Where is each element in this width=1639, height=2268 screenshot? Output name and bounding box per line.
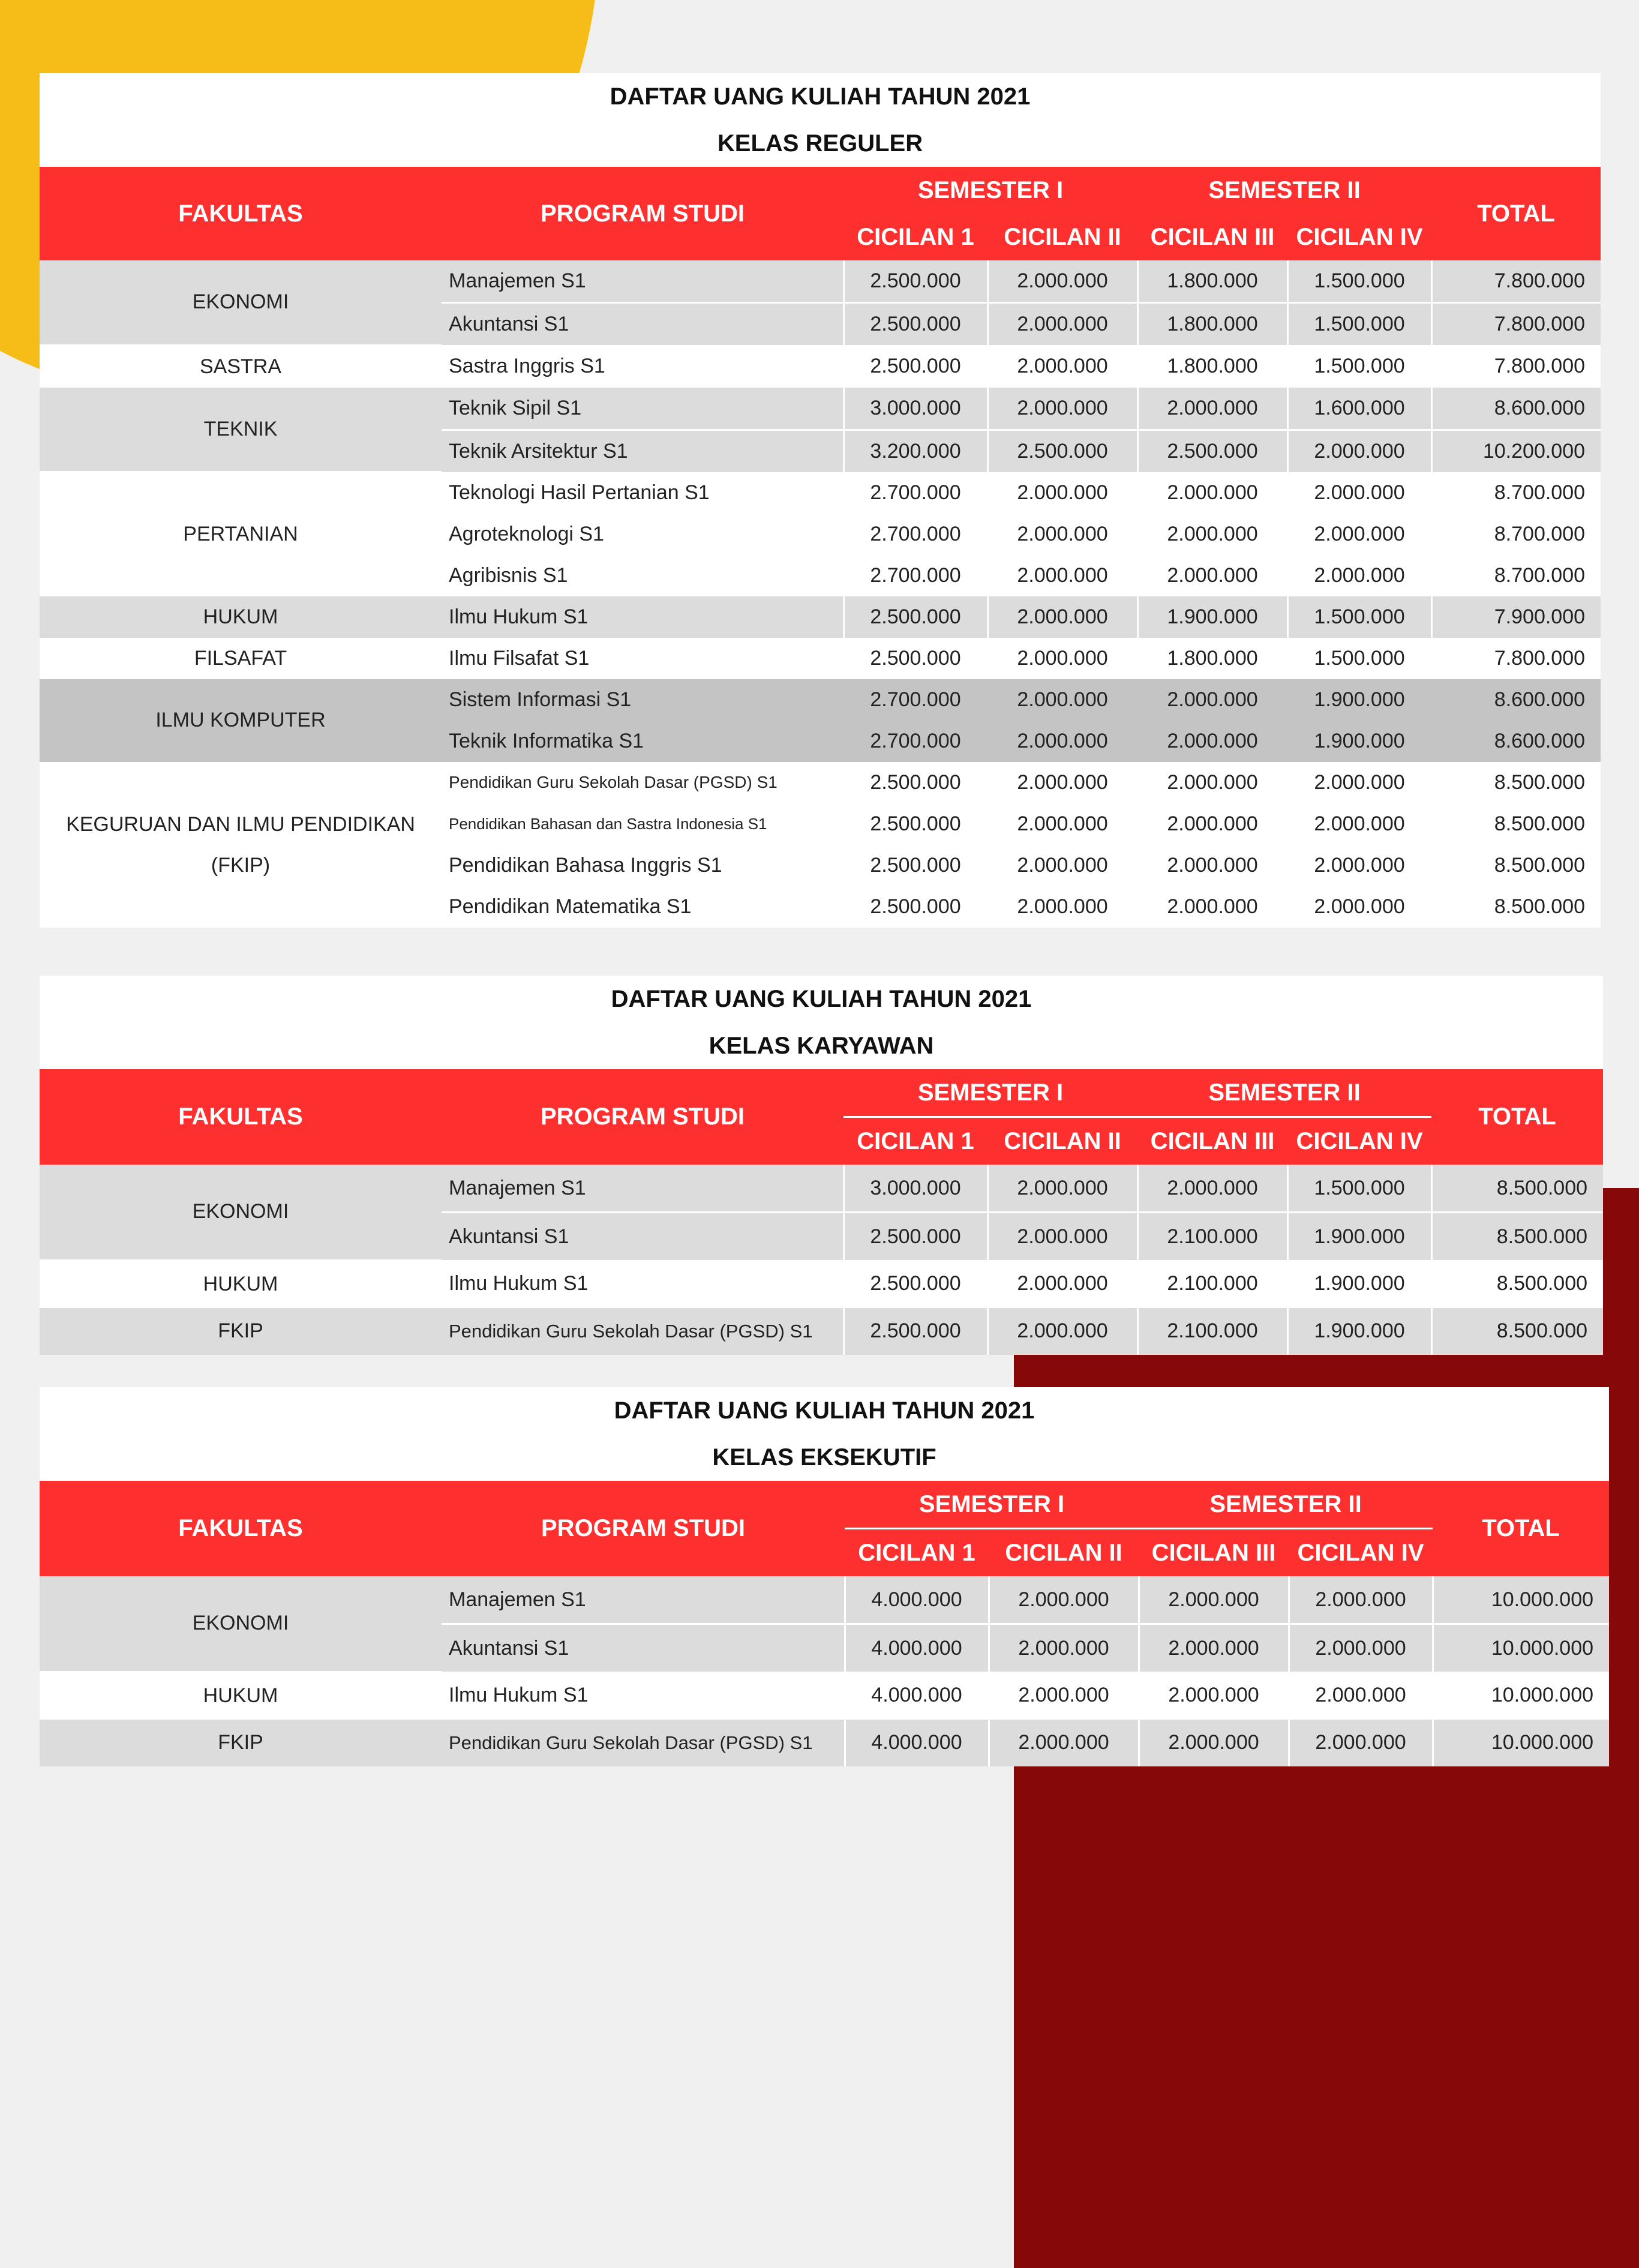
table-row bbox=[40, 345, 1601, 388]
cicilan-4-cell: 1.500.000 bbox=[1287, 1165, 1431, 1213]
cicilan-1-cell: 2.500.000 bbox=[843, 1308, 987, 1355]
header-semester-2: SEMESTER II bbox=[1137, 1069, 1431, 1117]
header-cicilan-4: CICILAN IV bbox=[1287, 1117, 1431, 1165]
cicilan-4-cell: 1.500.000 bbox=[1287, 638, 1431, 679]
cicilan-1-cell: 3.000.000 bbox=[843, 1165, 987, 1213]
table-card-eksekutif bbox=[40, 1387, 1609, 1760]
header-fakultas: FAKULTAS bbox=[40, 1481, 442, 1576]
table-row bbox=[40, 388, 1601, 430]
header-program: PROGRAM STUDI bbox=[442, 1481, 845, 1576]
cicilan-2-cell: 2.000.000 bbox=[987, 388, 1137, 430]
cicilan-4-cell: 1.500.000 bbox=[1287, 345, 1431, 388]
header-total: TOTAL bbox=[1431, 1069, 1603, 1165]
header-cicilan-2: CICILAN II bbox=[987, 1117, 1137, 1165]
program-cell: Manajemen S1 bbox=[442, 1576, 845, 1624]
cicilan-1-cell: 2.500.000 bbox=[843, 762, 987, 803]
table-row bbox=[40, 1672, 1609, 1720]
cicilan-4-cell: 1.900.000 bbox=[1287, 1308, 1431, 1355]
program-cell: Ilmu Hukum S1 bbox=[442, 1672, 845, 1720]
total-cell: 8.500.000 bbox=[1431, 1308, 1603, 1355]
total-cell: 8.500.000 bbox=[1431, 845, 1601, 886]
card-subtitle: KELAS REGULER bbox=[717, 130, 923, 157]
card-subtitle: KELAS EKSEKUTIF bbox=[712, 1444, 936, 1471]
cicilan-2-cell: 2.000.000 bbox=[987, 1308, 1137, 1355]
cicilan-4-cell: 1.500.000 bbox=[1287, 303, 1431, 346]
cicilan-2-cell: 2.000.000 bbox=[987, 762, 1137, 803]
program-cell: Akuntansi S1 bbox=[442, 303, 843, 346]
faculty-name-line-1: KEGURUAN DAN ILMU PENDIDIKAN bbox=[66, 812, 415, 836]
cicilan-2-cell: 2.000.000 bbox=[989, 1576, 1139, 1624]
faculty-cell: EKONOMI bbox=[40, 1576, 442, 1672]
header-semester-1: SEMESTER I bbox=[843, 167, 1137, 214]
cicilan-2-cell: 2.000.000 bbox=[987, 555, 1137, 596]
faculty-cell bbox=[40, 762, 442, 928]
cicilan-3-cell: 2.000.000 bbox=[1139, 1672, 1289, 1720]
program-cell: Manajemen S1 bbox=[442, 260, 843, 303]
total-cell: 7.900.000 bbox=[1431, 596, 1601, 638]
header-cicilan-1: CICILAN 1 bbox=[845, 1529, 989, 1577]
faculty-cell: SASTRA bbox=[40, 345, 442, 388]
faculty-cell: ILMU KOMPUTER bbox=[40, 679, 442, 762]
cicilan-1-cell: 4.000.000 bbox=[845, 1672, 989, 1720]
cicilan-1-cell: 2.500.000 bbox=[843, 260, 987, 303]
table-row bbox=[40, 1576, 1609, 1624]
cicilan-3-cell: 2.100.000 bbox=[1137, 1260, 1287, 1308]
faculty-cell: TEKNIK bbox=[40, 388, 442, 472]
total-cell: 10.000.000 bbox=[1433, 1672, 1609, 1720]
header-cicilan-3: CICILAN III bbox=[1137, 214, 1287, 260]
cicilan-3-cell: 1.800.000 bbox=[1137, 260, 1287, 303]
total-cell: 8.500.000 bbox=[1431, 1260, 1603, 1308]
header-cicilan-4: CICILAN IV bbox=[1287, 214, 1431, 260]
faculty-cell: PERTANIAN bbox=[40, 472, 442, 596]
table-row bbox=[40, 679, 1601, 721]
program-cell: Ilmu Hukum S1 bbox=[442, 1260, 843, 1308]
cicilan-3-cell: 2.000.000 bbox=[1137, 555, 1287, 596]
header-cicilan-3: CICILAN III bbox=[1139, 1529, 1289, 1577]
header-cicilan-1: CICILAN 1 bbox=[843, 214, 987, 260]
cicilan-4-cell: 2.000.000 bbox=[1287, 886, 1431, 928]
cicilan-4-cell: 2.000.000 bbox=[1287, 762, 1431, 803]
cicilan-4-cell: 2.000.000 bbox=[1289, 1672, 1433, 1720]
header-program: PROGRAM STUDI bbox=[442, 167, 843, 260]
table-row bbox=[40, 1260, 1603, 1308]
cicilan-3-cell: 1.800.000 bbox=[1137, 345, 1287, 388]
tuition-table-eksekutif bbox=[40, 1481, 1609, 1766]
cicilan-2-cell: 2.000.000 bbox=[987, 596, 1137, 638]
cicilan-2-cell: 2.000.000 bbox=[987, 886, 1137, 928]
total-cell: 7.800.000 bbox=[1431, 345, 1601, 388]
cicilan-3-cell: 2.000.000 bbox=[1137, 472, 1287, 514]
cicilan-1-cell: 4.000.000 bbox=[845, 1720, 989, 1766]
card-title: DAFTAR UANG KULIAH TAHUN 2021 bbox=[611, 986, 1032, 1012]
cicilan-3-cell: 2.000.000 bbox=[1139, 1720, 1289, 1766]
cicilan-2-cell: 2.000.000 bbox=[987, 803, 1137, 845]
cicilan-1-cell: 2.500.000 bbox=[843, 1213, 987, 1261]
program-cell: Ilmu Hukum S1 bbox=[442, 596, 843, 638]
cicilan-1-cell: 2.500.000 bbox=[843, 1260, 987, 1308]
faculty-cell: FKIP bbox=[40, 1308, 442, 1355]
cicilan-3-cell: 1.800.000 bbox=[1137, 303, 1287, 346]
cicilan-1-cell: 2.700.000 bbox=[843, 679, 987, 721]
cicilan-4-cell: 2.000.000 bbox=[1289, 1624, 1433, 1672]
total-cell: 8.600.000 bbox=[1431, 721, 1601, 762]
cicilan-3-cell: 1.800.000 bbox=[1137, 638, 1287, 679]
cicilan-3-cell: 2.000.000 bbox=[1139, 1624, 1289, 1672]
cicilan-4-cell: 2.000.000 bbox=[1287, 430, 1431, 472]
cicilan-4-cell: 1.500.000 bbox=[1287, 596, 1431, 638]
cicilan-2-cell: 2.000.000 bbox=[989, 1624, 1139, 1672]
total-cell: 10.000.000 bbox=[1433, 1720, 1609, 1766]
cicilan-1-cell: 2.700.000 bbox=[843, 514, 987, 555]
cicilan-2-cell: 2.000.000 bbox=[987, 1260, 1137, 1308]
table-card-karyawan bbox=[40, 976, 1603, 1348]
total-cell: 7.800.000 bbox=[1431, 638, 1601, 679]
header-cicilan-3: CICILAN III bbox=[1137, 1117, 1287, 1165]
cicilan-2-cell: 2.000.000 bbox=[987, 472, 1137, 514]
cicilan-4-cell: 1.500.000 bbox=[1287, 260, 1431, 303]
cicilan-2-cell: 2.000.000 bbox=[987, 1213, 1137, 1261]
cicilan-4-cell: 2.000.000 bbox=[1289, 1576, 1433, 1624]
cicilan-3-cell: 2.000.000 bbox=[1137, 845, 1287, 886]
table-row bbox=[40, 1308, 1603, 1355]
cicilan-1-cell: 2.700.000 bbox=[843, 721, 987, 762]
cicilan-1-cell: 4.000.000 bbox=[845, 1624, 989, 1672]
cicilan-4-cell: 1.900.000 bbox=[1287, 679, 1431, 721]
cicilan-3-cell: 2.000.000 bbox=[1137, 1165, 1287, 1213]
cicilan-4-cell: 2.000.000 bbox=[1287, 514, 1431, 555]
header-semester-1: SEMESTER I bbox=[845, 1481, 1139, 1529]
cicilan-2-cell: 2.000.000 bbox=[987, 679, 1137, 721]
total-cell: 8.700.000 bbox=[1431, 514, 1601, 555]
program-cell: Manajemen S1 bbox=[442, 1165, 843, 1213]
tuition-table-karyawan bbox=[40, 1069, 1603, 1355]
header-cicilan-1: CICILAN 1 bbox=[843, 1117, 987, 1165]
cicilan-3-cell: 2.000.000 bbox=[1137, 388, 1287, 430]
cicilan-3-cell: 2.100.000 bbox=[1137, 1213, 1287, 1261]
total-cell: 8.600.000 bbox=[1431, 679, 1601, 721]
faculty-name-line-2: (FKIP) bbox=[211, 853, 271, 877]
header-fakultas: FAKULTAS bbox=[40, 167, 442, 260]
cicilan-3-cell: 2.000.000 bbox=[1137, 886, 1287, 928]
faculty-cell: FILSAFAT bbox=[40, 638, 442, 679]
faculty-cell: FKIP bbox=[40, 1720, 442, 1766]
faculty-cell: EKONOMI bbox=[40, 260, 442, 345]
cicilan-4-cell: 2.000.000 bbox=[1287, 803, 1431, 845]
program-cell: Sastra Inggris S1 bbox=[442, 345, 843, 388]
card-title: DAFTAR UANG KULIAH TAHUN 2021 bbox=[610, 83, 1031, 110]
cicilan-3-cell: 2.500.000 bbox=[1137, 430, 1287, 472]
table-row bbox=[40, 596, 1601, 638]
header-total: TOTAL bbox=[1433, 1481, 1609, 1576]
header-total: TOTAL bbox=[1431, 167, 1601, 260]
program-cell: Pendidikan Matematika S1 bbox=[442, 886, 843, 928]
header-semester-2: SEMESTER II bbox=[1139, 1481, 1433, 1529]
cicilan-4-cell: 2.000.000 bbox=[1289, 1720, 1433, 1766]
table-row bbox=[40, 762, 1601, 803]
cicilan-4-cell: 1.900.000 bbox=[1287, 1213, 1431, 1261]
table-card-reguler bbox=[40, 73, 1601, 925]
cicilan-1-cell: 3.200.000 bbox=[843, 430, 987, 472]
total-cell: 10.000.000 bbox=[1433, 1576, 1609, 1624]
cicilan-2-cell: 2.000.000 bbox=[987, 638, 1137, 679]
total-cell: 7.800.000 bbox=[1431, 303, 1601, 346]
faculty-cell: HUKUM bbox=[40, 1672, 442, 1720]
program-cell: Agribisnis S1 bbox=[442, 555, 843, 596]
faculty-cell: HUKUM bbox=[40, 596, 442, 638]
program-cell: Teknologi Hasil Pertanian S1 bbox=[442, 472, 843, 514]
cicilan-1-cell: 2.500.000 bbox=[843, 596, 987, 638]
cicilan-3-cell: 2.000.000 bbox=[1137, 762, 1287, 803]
card-title: DAFTAR UANG KULIAH TAHUN 2021 bbox=[614, 1397, 1035, 1424]
cicilan-1-cell: 2.500.000 bbox=[843, 303, 987, 346]
cicilan-3-cell: 2.000.000 bbox=[1137, 803, 1287, 845]
total-cell: 8.700.000 bbox=[1431, 472, 1601, 514]
program-cell: Ilmu Filsafat S1 bbox=[442, 638, 843, 679]
program-cell: Agroteknologi S1 bbox=[442, 514, 843, 555]
cicilan-1-cell: 2.500.000 bbox=[843, 345, 987, 388]
cicilan-2-cell: 2.000.000 bbox=[989, 1720, 1139, 1766]
faculty-cell: HUKUM bbox=[40, 1260, 442, 1308]
total-cell: 8.500.000 bbox=[1431, 803, 1601, 845]
cicilan-4-cell: 1.900.000 bbox=[1287, 721, 1431, 762]
header-semester-2: SEMESTER II bbox=[1137, 167, 1431, 214]
program-cell: Teknik Arsitektur S1 bbox=[442, 430, 843, 472]
cicilan-3-cell: 2.000.000 bbox=[1139, 1576, 1289, 1624]
program-cell: Pendidikan Guru Sekolah Dasar (PGSD) S1 bbox=[442, 1720, 845, 1766]
program-cell: Pendidikan Guru Sekolah Dasar (PGSD) S1 bbox=[442, 1308, 843, 1355]
program-cell: Teknik Sipil S1 bbox=[442, 388, 843, 430]
total-cell: 8.600.000 bbox=[1431, 388, 1601, 430]
cicilan-1-cell: 2.500.000 bbox=[843, 803, 987, 845]
cicilan-1-cell: 2.700.000 bbox=[843, 555, 987, 596]
cicilan-2-cell: 2.000.000 bbox=[987, 514, 1137, 555]
cicilan-2-cell: 2.500.000 bbox=[987, 430, 1137, 472]
cicilan-1-cell: 2.700.000 bbox=[843, 472, 987, 514]
total-cell: 8.500.000 bbox=[1431, 762, 1601, 803]
table-row bbox=[40, 638, 1601, 679]
cicilan-3-cell: 2.000.000 bbox=[1137, 514, 1287, 555]
faculty-cell: EKONOMI bbox=[40, 1165, 442, 1260]
program-cell: Pendidikan Bahasa Inggris S1 bbox=[442, 845, 843, 886]
table-row bbox=[40, 1165, 1603, 1213]
cicilan-1-cell: 4.000.000 bbox=[845, 1576, 989, 1624]
cicilan-1-cell: 2.500.000 bbox=[843, 845, 987, 886]
cicilan-1-cell: 2.500.000 bbox=[843, 638, 987, 679]
cicilan-4-cell: 2.000.000 bbox=[1287, 555, 1431, 596]
cicilan-2-cell: 2.000.000 bbox=[987, 260, 1137, 303]
cicilan-3-cell: 1.900.000 bbox=[1137, 596, 1287, 638]
table-row bbox=[40, 260, 1601, 303]
total-cell: 8.700.000 bbox=[1431, 555, 1601, 596]
header-cicilan-2: CICILAN II bbox=[989, 1529, 1139, 1577]
table-row bbox=[40, 472, 1601, 514]
header-cicilan-2: CICILAN II bbox=[987, 214, 1137, 260]
cicilan-2-cell: 2.000.000 bbox=[987, 1165, 1137, 1213]
cicilan-3-cell: 2.000.000 bbox=[1137, 679, 1287, 721]
cicilan-2-cell: 2.000.000 bbox=[987, 845, 1137, 886]
table-row bbox=[40, 1720, 1609, 1766]
program-cell: Akuntansi S1 bbox=[442, 1624, 845, 1672]
cicilan-2-cell: 2.000.000 bbox=[989, 1672, 1139, 1720]
cicilan-4-cell: 1.600.000 bbox=[1287, 388, 1431, 430]
program-cell: Sistem Informasi S1 bbox=[442, 679, 843, 721]
table-body bbox=[40, 260, 1601, 928]
header-semester-1: SEMESTER I bbox=[843, 1069, 1137, 1117]
cicilan-2-cell: 2.000.000 bbox=[987, 345, 1137, 388]
cicilan-3-cell: 2.100.000 bbox=[1137, 1308, 1287, 1355]
cicilan-4-cell: 1.900.000 bbox=[1287, 1260, 1431, 1308]
program-cell: Akuntansi S1 bbox=[442, 1213, 843, 1261]
cicilan-4-cell: 2.000.000 bbox=[1287, 472, 1431, 514]
header-cicilan-4: CICILAN IV bbox=[1289, 1529, 1433, 1577]
program-cell: Teknik Informatika S1 bbox=[442, 721, 843, 762]
cicilan-4-cell: 2.000.000 bbox=[1287, 845, 1431, 886]
cicilan-3-cell: 2.000.000 bbox=[1137, 721, 1287, 762]
cicilan-1-cell: 3.000.000 bbox=[843, 388, 987, 430]
total-cell: 8.500.000 bbox=[1431, 1165, 1603, 1213]
header-program: PROGRAM STUDI bbox=[442, 1069, 843, 1165]
tuition-table-reguler bbox=[40, 167, 1601, 928]
table-body bbox=[40, 1576, 1609, 1766]
program-cell: Pendidikan Bahasan dan Sastra Indonesia S1 bbox=[442, 803, 843, 845]
total-cell: 10.000.000 bbox=[1433, 1624, 1609, 1672]
total-cell: 8.500.000 bbox=[1431, 1213, 1603, 1261]
total-cell: 8.500.000 bbox=[1431, 886, 1601, 928]
total-cell: 7.800.000 bbox=[1431, 260, 1601, 303]
header-fakultas: FAKULTAS bbox=[40, 1069, 442, 1165]
cicilan-1-cell: 2.500.000 bbox=[843, 886, 987, 928]
program-cell: Pendidikan Guru Sekolah Dasar (PGSD) S1 bbox=[442, 762, 843, 803]
card-subtitle: KELAS KARYAWAN bbox=[709, 1033, 934, 1059]
cicilan-2-cell: 2.000.000 bbox=[987, 303, 1137, 346]
table-body bbox=[40, 1165, 1603, 1355]
total-cell: 10.200.000 bbox=[1431, 430, 1601, 472]
cicilan-2-cell: 2.000.000 bbox=[987, 721, 1137, 762]
